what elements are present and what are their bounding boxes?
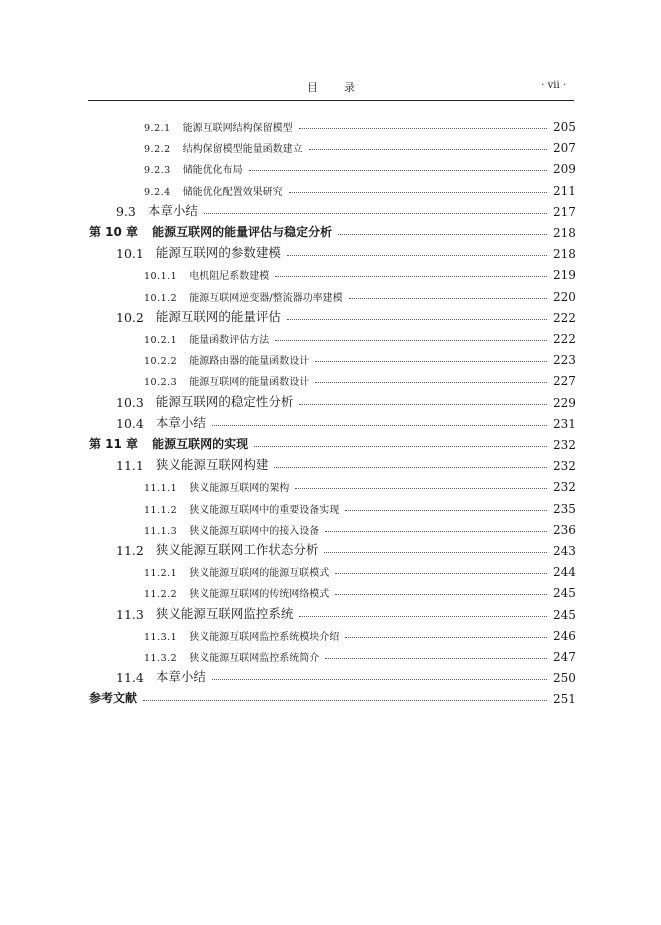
dot-leader [349, 298, 547, 299]
toc-entry-number: 9.2.2 [144, 144, 171, 156]
toc-entry[interactable] [0, 623, 661, 643]
toc-entry-page: 243 [553, 544, 576, 558]
toc-entry[interactable] [0, 220, 661, 240]
toc-entry-page: 222 [553, 310, 576, 325]
toc-entry-number: 10.1 [116, 246, 144, 262]
dot-leader [295, 488, 547, 489]
toc-entry-page: 250 [553, 671, 576, 686]
dot-leader [335, 573, 547, 574]
toc-entry-page: 231 [553, 416, 576, 431]
dot-leader [325, 658, 547, 659]
toc-entry[interactable] [0, 496, 661, 516]
toc-entry-title: 狭义能源互联网中的接入设备 [189, 525, 320, 537]
header-title: 目录 [307, 81, 381, 94]
toc-entry-number: 9.2.3 [144, 165, 171, 177]
toc-entry[interactable] [0, 411, 661, 431]
dot-leader [345, 510, 547, 511]
toc-entry-number: 11.3.2 [144, 653, 178, 664]
toc-entry-title: 能源互联网的参数建模 [155, 245, 281, 261]
toc-entry-title: 狭义能源互联网的架构 [189, 483, 290, 495]
running-header [88, 76, 574, 98]
toc-entry-page: 209 [553, 162, 576, 177]
toc-entry-title: 狭义能源互联网监控系统 [155, 605, 294, 621]
toc-entry[interactable] [0, 284, 661, 304]
toc-entry[interactable] [0, 453, 661, 473]
toc-entry-number: 10.4 [116, 415, 144, 431]
dot-leader [275, 276, 547, 277]
toc-entry-number: 11.2.2 [144, 589, 178, 601]
toc-entry-page: 217 [553, 204, 576, 219]
toc-entry[interactable] [0, 538, 661, 558]
toc-entry-number: 10.1.1 [144, 271, 178, 283]
toc-entry-title: 能源互联网的稳定性分析 [155, 393, 294, 409]
toc-entry-page: 245 [553, 607, 576, 622]
toc-entry[interactable] [0, 305, 661, 325]
toc-entry-page: 218 [553, 247, 576, 262]
toc-entry[interactable] [0, 432, 661, 452]
toc-entry[interactable] [0, 114, 661, 134]
toc-entry-number: 11.3 [116, 606, 144, 622]
toc-entry-page: 244 [553, 565, 576, 580]
dot-leader [254, 446, 547, 447]
toc-entry-title: 能源互联网结构保留模型 [182, 123, 293, 134]
dot-leader [212, 679, 547, 680]
toc-entry[interactable] [0, 390, 661, 410]
dot-leader [275, 340, 547, 341]
toc-entry-title: 狭义能源互联网的能源互联模式 [189, 568, 330, 580]
toc-entry-title: 本章小结 [155, 414, 206, 430]
toc-entry-page: 232 [553, 459, 576, 474]
toc-entry-number: 10.2.3 [144, 377, 178, 389]
dot-leader [315, 361, 547, 362]
toc-entry-title: 结构保留模型能量函数建立 [182, 144, 303, 156]
toc-entry-title: 能源互联网的能量评估与稳定分析 [152, 225, 333, 239]
toc-entry-number: 9.2.4 [144, 186, 171, 198]
dot-leader [212, 425, 547, 426]
toc-entry[interactable] [0, 326, 661, 346]
toc-entry-title: 狭义能源互联网构建 [155, 457, 269, 473]
toc-entry[interactable] [0, 559, 661, 579]
toc-entry-page: 232 [553, 480, 576, 495]
header-rule [88, 100, 574, 101]
toc-entry[interactable] [0, 580, 661, 600]
toc-entry-page: 235 [553, 501, 576, 516]
toc-entry-page: 205 [553, 120, 576, 134]
toc-entry-title: 狭义能源互联网监控系统模块介绍 [189, 631, 340, 643]
toc-entry[interactable] [0, 262, 661, 282]
toc-entry-page: 227 [553, 374, 576, 389]
dot-leader [287, 255, 547, 256]
toc-entry-number: 11.2.1 [144, 568, 178, 580]
toc-entry-number: 10.2.2 [144, 356, 178, 368]
toc-entry-title: 储能优化布局 [182, 165, 243, 177]
toc-entry-page: 251 [553, 692, 576, 707]
dot-leader [143, 700, 547, 701]
toc-entry-number: 第 11 章 [89, 437, 139, 451]
toc-entry-page: 246 [553, 628, 576, 643]
dot-leader [289, 192, 547, 193]
dot-leader [299, 128, 547, 129]
toc-entry[interactable] [0, 135, 661, 155]
toc-entry-number: 9.3 [116, 203, 136, 219]
dot-leader [324, 552, 547, 553]
dot-leader [299, 616, 547, 617]
toc-entry[interactable] [0, 156, 661, 176]
dot-leader [287, 319, 547, 320]
toc-entry-title: 参考文献 [89, 691, 138, 706]
toc-entry[interactable] [0, 347, 661, 367]
toc-entry-number: 11.4 [116, 670, 144, 686]
toc-entry[interactable] [0, 602, 661, 622]
toc-entry[interactable] [0, 644, 661, 664]
toc-entry-title: 能源路由器的能量函数设计 [189, 356, 310, 368]
toc-entry[interactable] [0, 665, 661, 685]
toc-entry-title: 能源互联网的能量函数设计 [189, 377, 310, 389]
toc-entry-number: 11.1.2 [144, 504, 178, 516]
dot-leader [315, 382, 547, 383]
toc-entry-number: 10.1.2 [144, 292, 178, 304]
toc-entry-page: 232 [553, 438, 576, 452]
toc-entry[interactable] [0, 368, 661, 388]
toc-entry-number: 11.2 [116, 543, 144, 558]
toc-entry-number: 10.3 [116, 394, 144, 410]
dot-leader [249, 170, 547, 171]
toc-entry-title: 本章小结 [155, 669, 206, 685]
toc-entry-number: 10.2 [116, 309, 144, 325]
toc-entry-number: 11.3.1 [144, 631, 178, 643]
toc-entry[interactable] [0, 474, 661, 494]
toc-entry-title: 狭义能源互联网工作状态分析 [155, 542, 319, 557]
toc-entry-number: 11.1.1 [144, 483, 178, 495]
toc-entry-page: 223 [553, 353, 576, 368]
toc-entry-number: 9.2.1 [144, 123, 171, 134]
toc-entry-number: 第 10 章 [89, 225, 139, 239]
dot-leader [299, 404, 547, 405]
toc-entry-title: 能源互联网逆变器/整流器功率建模 [189, 292, 343, 304]
toc-entry[interactable] [0, 199, 661, 219]
toc-entry-page: 218 [553, 226, 576, 240]
toc-entry-number: 10.2.1 [144, 335, 178, 346]
toc-entry[interactable] [0, 241, 661, 261]
toc-entry-title: 本章小结 [147, 202, 198, 218]
toc-entry-title: 能源互联网的能量评估 [155, 308, 281, 324]
toc-entry[interactable] [0, 517, 661, 537]
toc-entry-page: 207 [553, 141, 576, 156]
dot-leader [325, 531, 547, 532]
toc-entry-number: 11.1 [116, 458, 144, 474]
header-page-number: · vii · [541, 80, 566, 91]
dot-leader [204, 213, 547, 214]
toc-entry-title: 能源互联网的实现 [152, 437, 249, 451]
toc-entry-title: 狭义能源互联网中的重要设备实现 [189, 504, 340, 516]
toc-entry-number: 11.1.3 [144, 525, 178, 537]
dot-leader [338, 234, 547, 235]
toc-entry-page: 229 [553, 395, 576, 410]
toc-entry-page: 222 [553, 332, 576, 346]
dot-leader [274, 467, 547, 468]
toc-entry-page: 220 [553, 289, 576, 304]
dot-leader [345, 637, 547, 638]
toc-entry-page: 236 [553, 522, 576, 537]
toc-entry-title: 储能优化配置效果研究 [182, 186, 283, 198]
toc-entry[interactable] [0, 178, 661, 198]
dot-leader [309, 149, 547, 150]
toc-entry-page: 247 [553, 650, 576, 664]
toc-entry-title: 狭义能源互联网监控系统简介 [189, 653, 320, 664]
dot-leader [335, 594, 547, 595]
toc-entry-page: 219 [553, 268, 576, 283]
toc-entry-title: 电机阻尼系数建模 [189, 271, 270, 283]
toc-entry[interactable] [0, 686, 661, 706]
toc-entry-page: 211 [553, 183, 576, 198]
toc-entry-page: 245 [553, 586, 576, 601]
toc-entry-title: 狭义能源互联网的传统网络模式 [189, 589, 330, 601]
toc-entry-title: 能量函数评估方法 [189, 335, 270, 346]
